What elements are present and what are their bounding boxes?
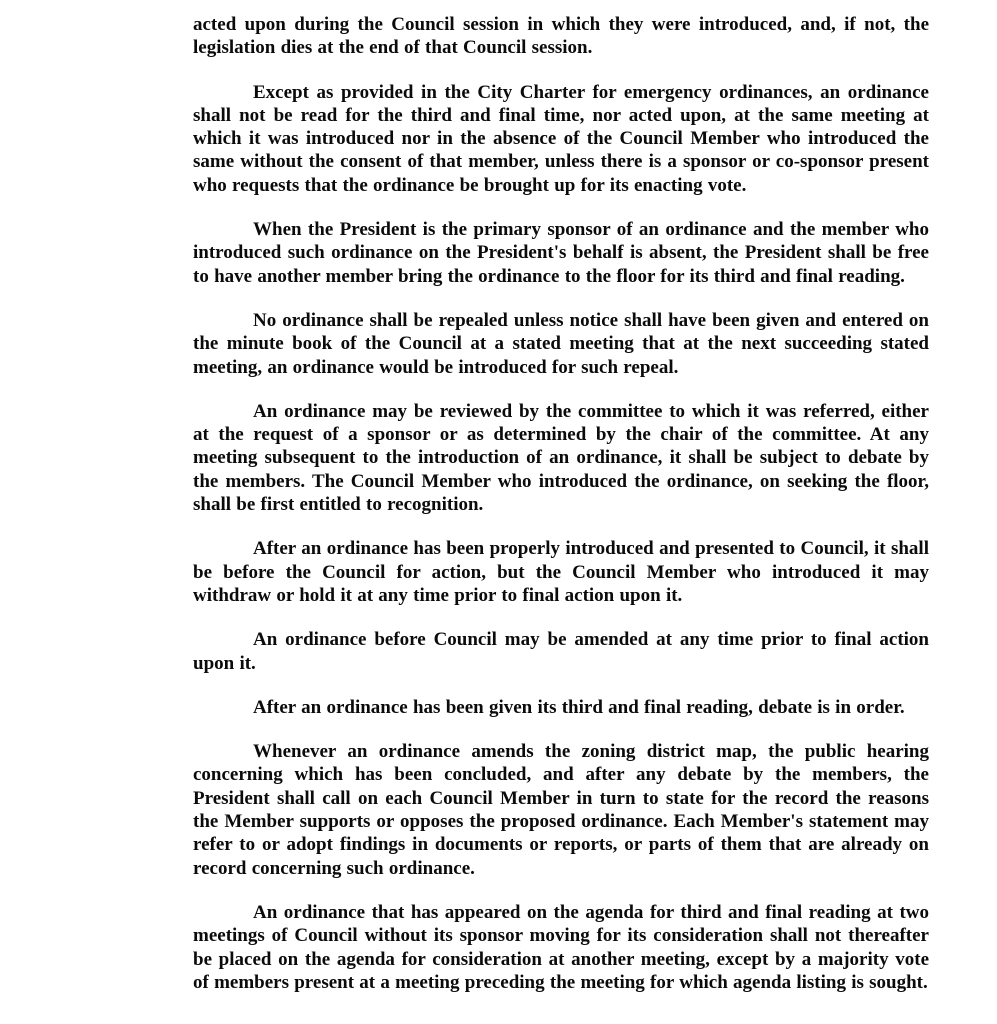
paragraph: An ordinance before Council may be amended at any time prior to final action upon it. xyxy=(193,629,929,674)
paragraph: Whenever an ordinance amends the zoning district map, the public hearing concerning which has been concluded, and after any debate by the members, the President shall call on each Council Member in turn to state for the record the reasons the Member supports or opposes the proposed ordinance. Each Member's statement may refer to or adopt findings in documents or reports, or parts of them that are already on record concerning such ordinance. xyxy=(193,741,929,879)
paragraph: After an ordinance has been given its third and final reading, debate is in order. xyxy=(253,696,905,718)
paragraph: Except as provided in the City Charter for emergency ordinances, an ordinance shall not be read for the third and final time, nor acted upon, at the same meeting at which it was introduced nor in the absence of the Council Member who introduced the same without the consent of that member, unless there is a sponsor or co-sponsor present who requests that the ordinance be brought up for its enacting vote. xyxy=(193,81,929,196)
paragraph-continuation: acted upon during the Council session in which they were introduced, and, if not, the legislation dies at the end of that Council session. xyxy=(193,14,929,59)
paragraph: No ordinance shall be repealed unless notice shall have been given and entered on the minute book of the Council at a stated meeting that at the next succeeding stated meeting, an ordinance would be introduced for such repeal. xyxy=(193,309,929,378)
paragraph: An ordinance may be reviewed by the committee to which it was referred, either at the request of a sponsor or as determined by the chair of the committee. At any meeting subsequent to the introduction of an ordinance, it shall be subject to debate by the members. The Council Member who introduced the ordinance, on seeking the floor, shall be first entitled to recognition. xyxy=(193,400,929,516)
paragraph: An ordinance that has appeared on the agenda for third and final reading at two meetings of Council without its sponsor moving for its consideration shall not thereafter be placed on the agenda for consideration at another meeting, except by a majority vote of members present at a meeting preceding the meeting for which agenda listing is sought. xyxy=(193,901,929,993)
document-text-block xyxy=(193,13,929,994)
paragraph: After an ordinance has been properly introduced and presented to Council, it shall be before the Council for action, but the Council Member who introduced it may withdraw or hold it at any time prior to final action upon it. xyxy=(193,538,929,606)
paragraph: When the President is the primary sponsor of an ordinance and the member who introduced such ordinance on the President's behalf is absent, the President shall be free to have another member bring the ordinance to the floor for its third and final reading. xyxy=(193,219,929,287)
